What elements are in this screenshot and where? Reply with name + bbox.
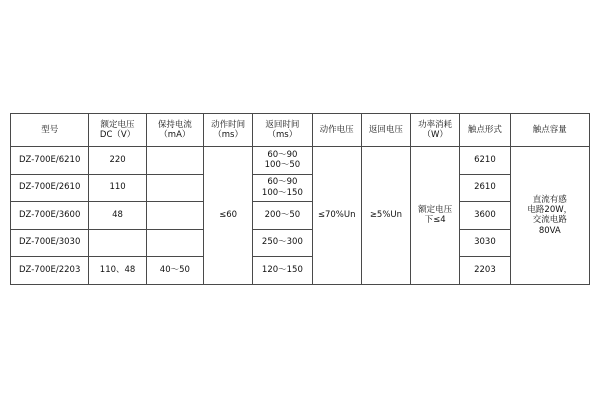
cell-contact-form: 2203 bbox=[460, 257, 510, 285]
header-line2: （ms） bbox=[267, 130, 298, 140]
cell-return-time: 250～300 bbox=[253, 229, 312, 257]
cell-return-time: 200～50 bbox=[253, 202, 312, 230]
cell-model: DZ-700E/2203 bbox=[11, 257, 89, 285]
header-line2: （ms） bbox=[213, 130, 243, 140]
cell-contact-form: 3030 bbox=[460, 229, 510, 257]
cell-return-time bbox=[253, 147, 312, 175]
cell-return-voltage-merged: ≥5%Un bbox=[361, 147, 410, 285]
header-cell-return-voltage bbox=[361, 114, 410, 147]
cell-holding-current: 40～50 bbox=[146, 257, 203, 285]
cell-model: DZ-700E/3600 bbox=[11, 202, 89, 230]
capacity-line1: 直流有感 bbox=[532, 194, 567, 205]
cell-model: DZ-700E/6210 bbox=[11, 147, 89, 175]
cell-holding-current bbox=[146, 147, 203, 175]
header-cell-rated-voltage bbox=[89, 114, 146, 147]
header-line1: 功率消耗 bbox=[418, 119, 453, 130]
header-cell-return-time bbox=[253, 114, 312, 147]
header-line2: （mA） bbox=[159, 130, 191, 140]
header-line1: 触点容量 bbox=[532, 124, 567, 135]
cell-holding-current bbox=[146, 174, 203, 202]
cell-action-time-merged: ≤60 bbox=[204, 147, 253, 285]
header-cell-contact-capacity bbox=[510, 114, 589, 147]
header-cell-action-voltage bbox=[312, 114, 361, 147]
header-line1: 返回时间 bbox=[265, 119, 300, 130]
header-cell-holding-current bbox=[146, 114, 203, 147]
specification-table bbox=[10, 113, 590, 285]
header-cell-power-consumption bbox=[411, 114, 460, 147]
return-time-line2: 100～150 bbox=[261, 187, 303, 198]
cell-holding-current bbox=[146, 229, 203, 257]
cell-power-consumption-merged bbox=[411, 147, 460, 285]
cell-model: DZ-700E/2610 bbox=[11, 174, 89, 202]
cell-contact-form: 3600 bbox=[460, 202, 510, 230]
table-header-row bbox=[11, 114, 590, 147]
cell-rated-voltage: 110 bbox=[89, 174, 146, 202]
cell-rated-voltage: 48 bbox=[89, 202, 146, 230]
table-row bbox=[11, 174, 590, 202]
cell-model: DZ-700E/3030 bbox=[11, 229, 89, 257]
cell-return-time bbox=[253, 174, 312, 202]
cell-contact-form: 6210 bbox=[460, 147, 510, 175]
table-row bbox=[11, 202, 590, 230]
cell-rated-voltage: 110、48 bbox=[89, 257, 146, 285]
capacity-line2: 电路20W， bbox=[527, 204, 573, 215]
header-cell-action-time bbox=[204, 114, 253, 147]
cell-action-voltage-merged: ≤70%Un bbox=[312, 147, 361, 285]
return-time-line2: 100～50 bbox=[264, 160, 301, 171]
capacity-line4: 80VA bbox=[538, 225, 561, 236]
header-line2: DC（V） bbox=[99, 130, 136, 140]
header-cell-contact-form bbox=[460, 114, 510, 147]
cell-return-time: 120～150 bbox=[253, 257, 312, 285]
cell-rated-voltage: 220 bbox=[89, 147, 146, 175]
header-line1: 保持电流 bbox=[157, 119, 192, 130]
cell-contact-capacity-merged bbox=[510, 147, 589, 285]
return-time-line1: 60～90 bbox=[267, 149, 298, 160]
header-cell-model bbox=[11, 114, 89, 147]
table-row bbox=[11, 229, 590, 257]
cell-holding-current bbox=[146, 202, 203, 230]
header-line1: 返回电压 bbox=[368, 124, 403, 135]
table-row bbox=[11, 147, 590, 175]
power-line1: 额定电压 bbox=[418, 204, 453, 215]
header-line1: 动作时间 bbox=[211, 119, 246, 130]
return-time-line1: 60～90 bbox=[267, 177, 298, 188]
header-line1: 型号 bbox=[41, 124, 59, 135]
cell-rated-voltage bbox=[89, 229, 146, 257]
header-line1: 动作电压 bbox=[319, 124, 354, 135]
header-line1: 触点形式 bbox=[467, 124, 502, 135]
table-row bbox=[11, 257, 590, 285]
capacity-line3: 交流电路 bbox=[532, 215, 567, 226]
header-line1: 额定电压 bbox=[100, 119, 135, 130]
power-line2: 下≤4 bbox=[424, 215, 446, 226]
cell-contact-form: 2610 bbox=[460, 174, 510, 202]
header-line2: （W） bbox=[422, 130, 448, 140]
